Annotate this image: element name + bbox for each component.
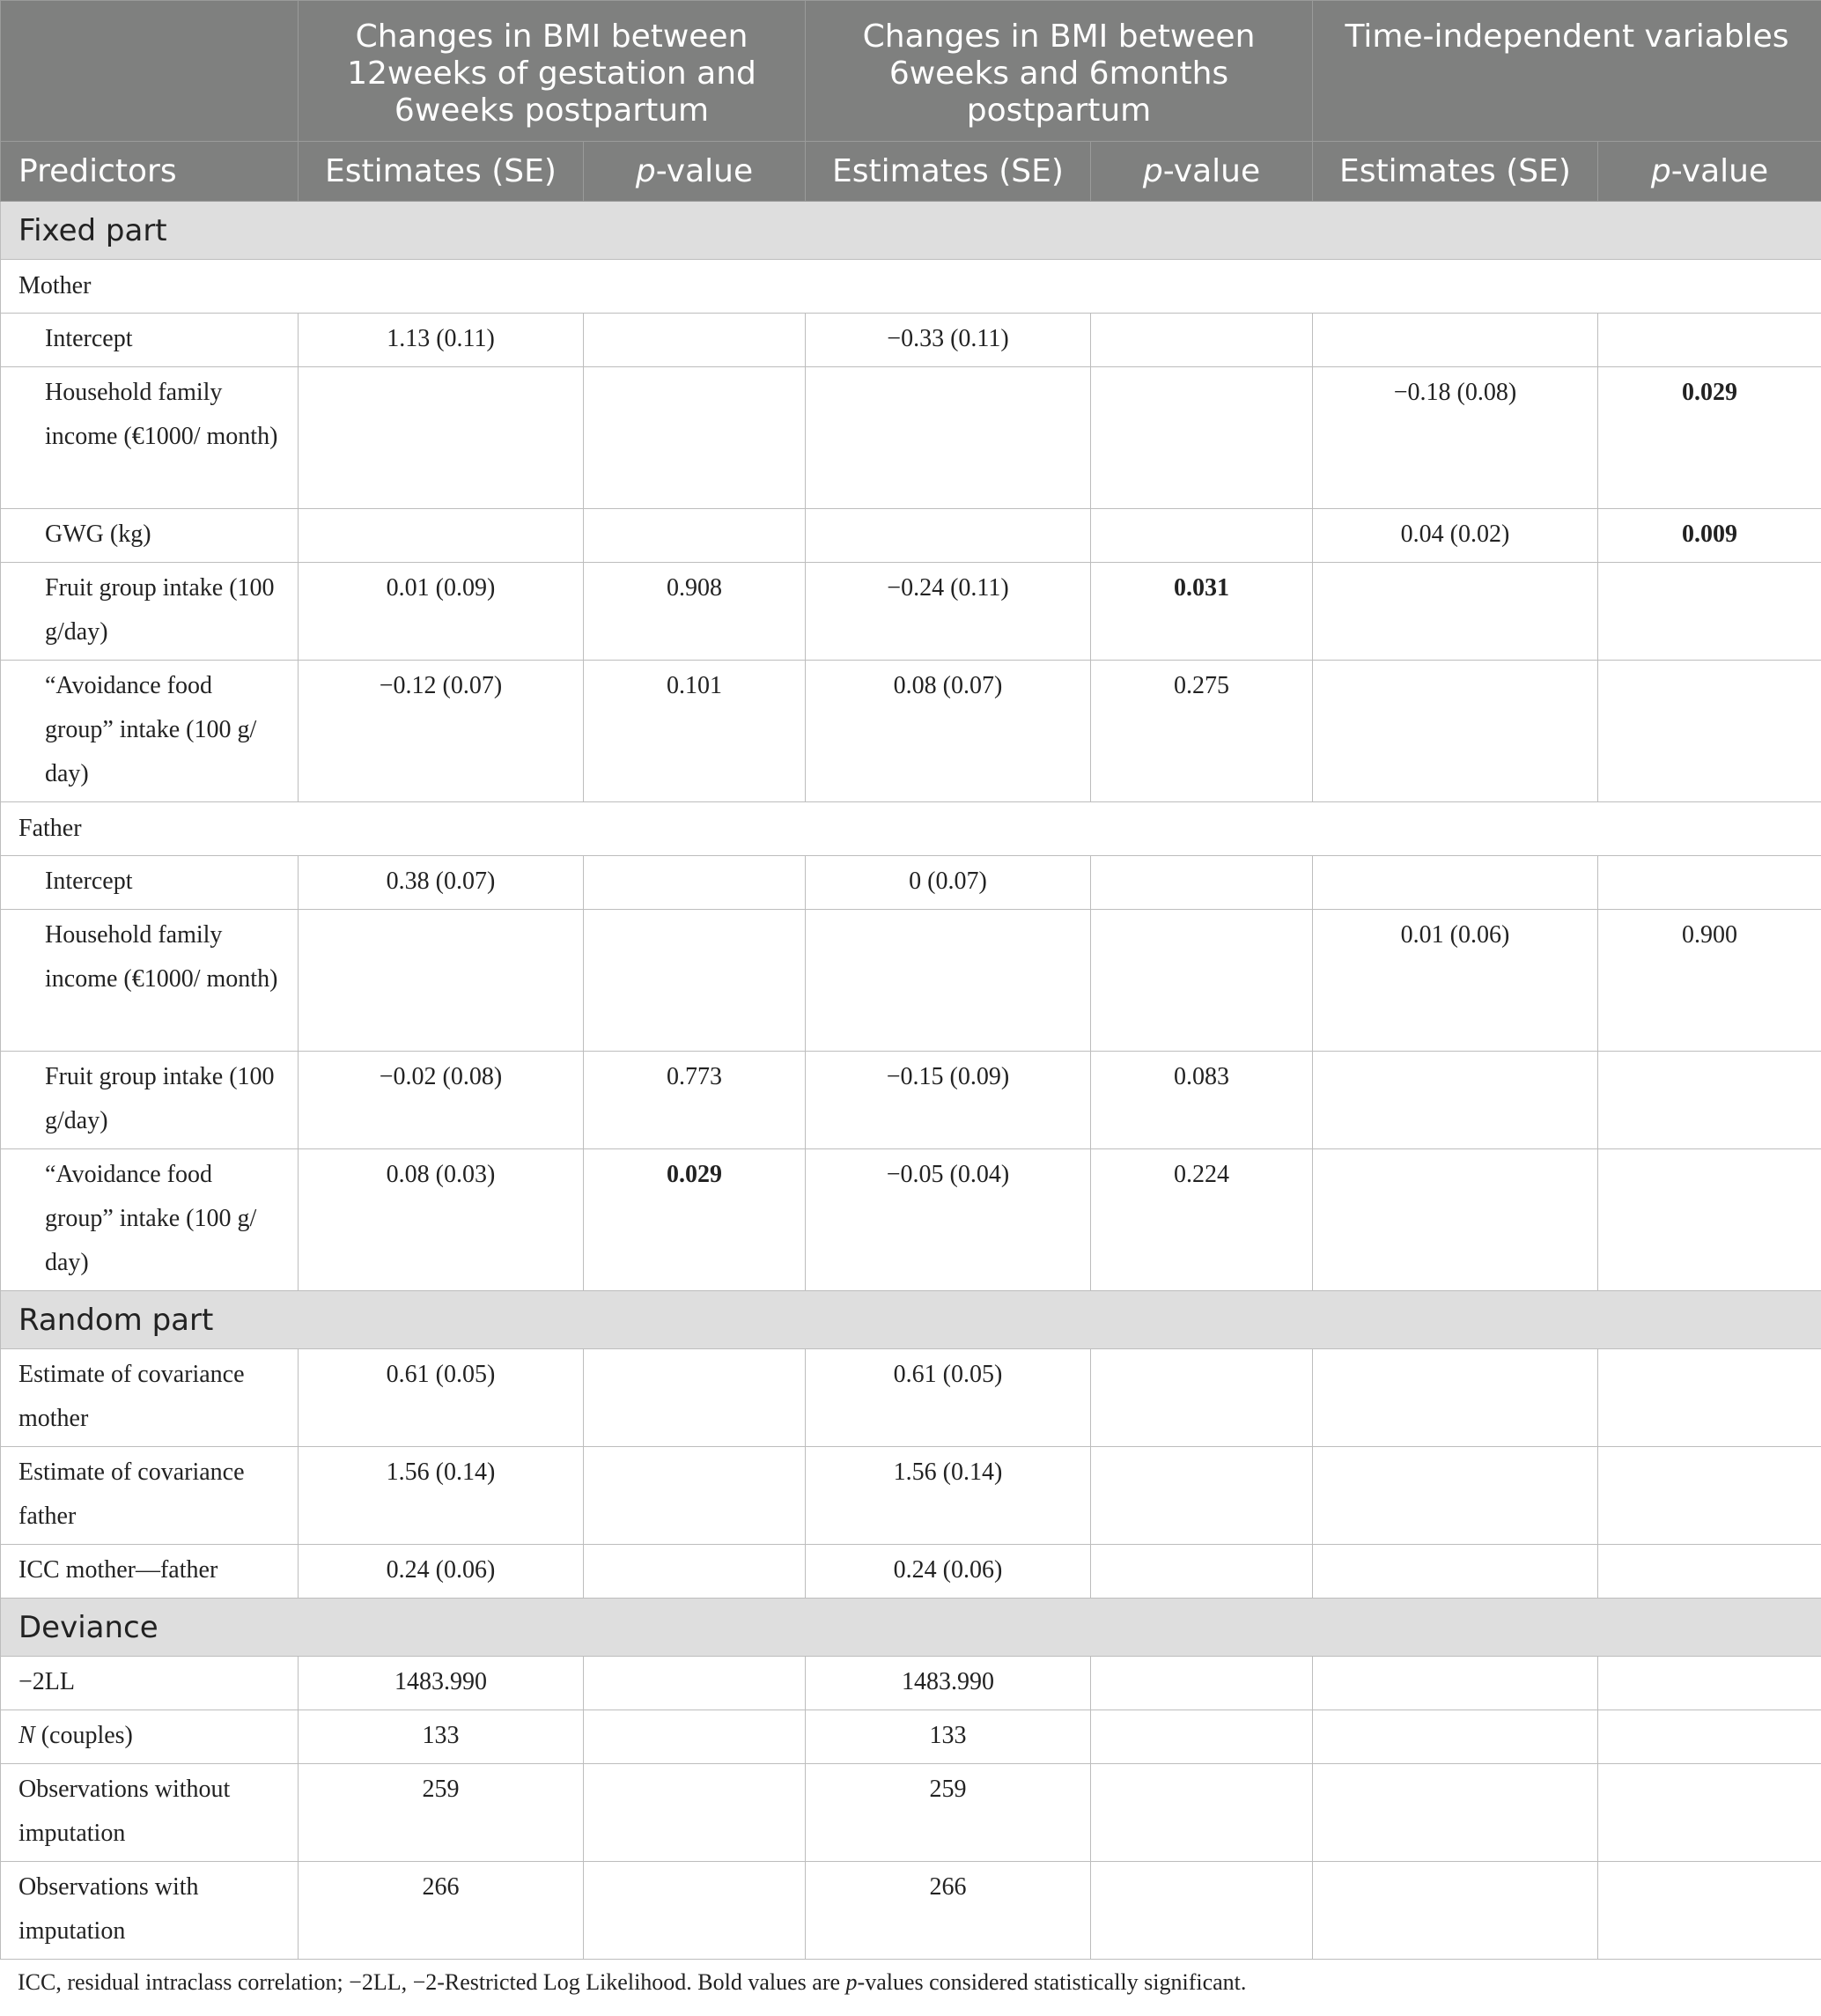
header-col-gestation: Changes in BMI between 12weeks of gestation and 6weeks postpartum [299,1,806,142]
table-row: Household family income (€1000/ month) 0.01 (0.06) 0.900 [1,910,1821,1052]
table-footnote: ICC, residual intraclass correlation; −2LL, −2-Restricted Log Likelihood. Bold values are p-values considered statistically significant. [18,1969,1247,1995]
table-row: Fruit group intake (100 g/day) −0.02 (0.08) 0.773 −0.15 (0.09) 0.083 [1,1052,1821,1149]
table-row: −2LL 1483.990 1483.990 [1,1657,1821,1710]
table-row: Fruit group intake (100 g/day) 0.01 (0.09) 0.908 −0.24 (0.11) 0.031 [1,563,1821,661]
header-pvalue-2: p-value [1091,142,1313,202]
section-deviance: Deviance [1,1599,1821,1657]
section-fixed-part: Fixed part [1,202,1821,260]
header-blank [1,1,299,142]
table-row: Observations with imputation 266 266 [1,1862,1821,1960]
table-row: N (couples) 133 133 [1,1710,1821,1764]
table-row: Estimate of covariance father 1.56 (0.14) 1.56 (0.14) [1,1447,1821,1545]
group-mother: Mother [1,260,1821,314]
table-row: Household family income (€1000/ month) −0.18 (0.08) 0.029 [1,367,1821,509]
table-row: “Avoidance food group” intake (100 g/ day) 0.08 (0.03) 0.029 −0.05 (0.04) 0.224 [1,1149,1821,1291]
table-row: “Avoidance food group” intake (100 g/ day) −0.12 (0.07) 0.101 0.08 (0.07) 0.275 [1,661,1821,802]
table-row: Observations without imputation 259 259 [1,1764,1821,1862]
header-estimates-1: Estimates (SE) [299,142,584,202]
header-predictors: Predictors [1,142,299,202]
table-row: Intercept 1.13 (0.11) −0.33 (0.11) [1,314,1821,367]
section-random-part: Random part [1,1291,1821,1349]
header-col-time-independent: Time-independent variables [1313,1,1821,142]
header-pvalue-3: p-value [1598,142,1821,202]
table-row: ICC mother—father 0.24 (0.06) 0.24 (0.06) [1,1545,1821,1599]
table-row: GWG (kg) 0.04 (0.02) 0.009 [1,509,1821,563]
header-estimates-3: Estimates (SE) [1313,142,1598,202]
table-row: Intercept 0.38 (0.07) 0 (0.07) [1,856,1821,910]
header-row-groups [1,1,1821,142]
table-row: Estimate of covariance mother 0.61 (0.05) 0.61 (0.05) [1,1349,1821,1447]
header-col-postpartum: Changes in BMI between 6weeks and 6months postpartum [806,1,1313,142]
group-father: Father [1,802,1821,856]
header-estimates-2: Estimates (SE) [806,142,1091,202]
header-pvalue-1: p-value [584,142,806,202]
header-row-columns [1,142,1821,202]
